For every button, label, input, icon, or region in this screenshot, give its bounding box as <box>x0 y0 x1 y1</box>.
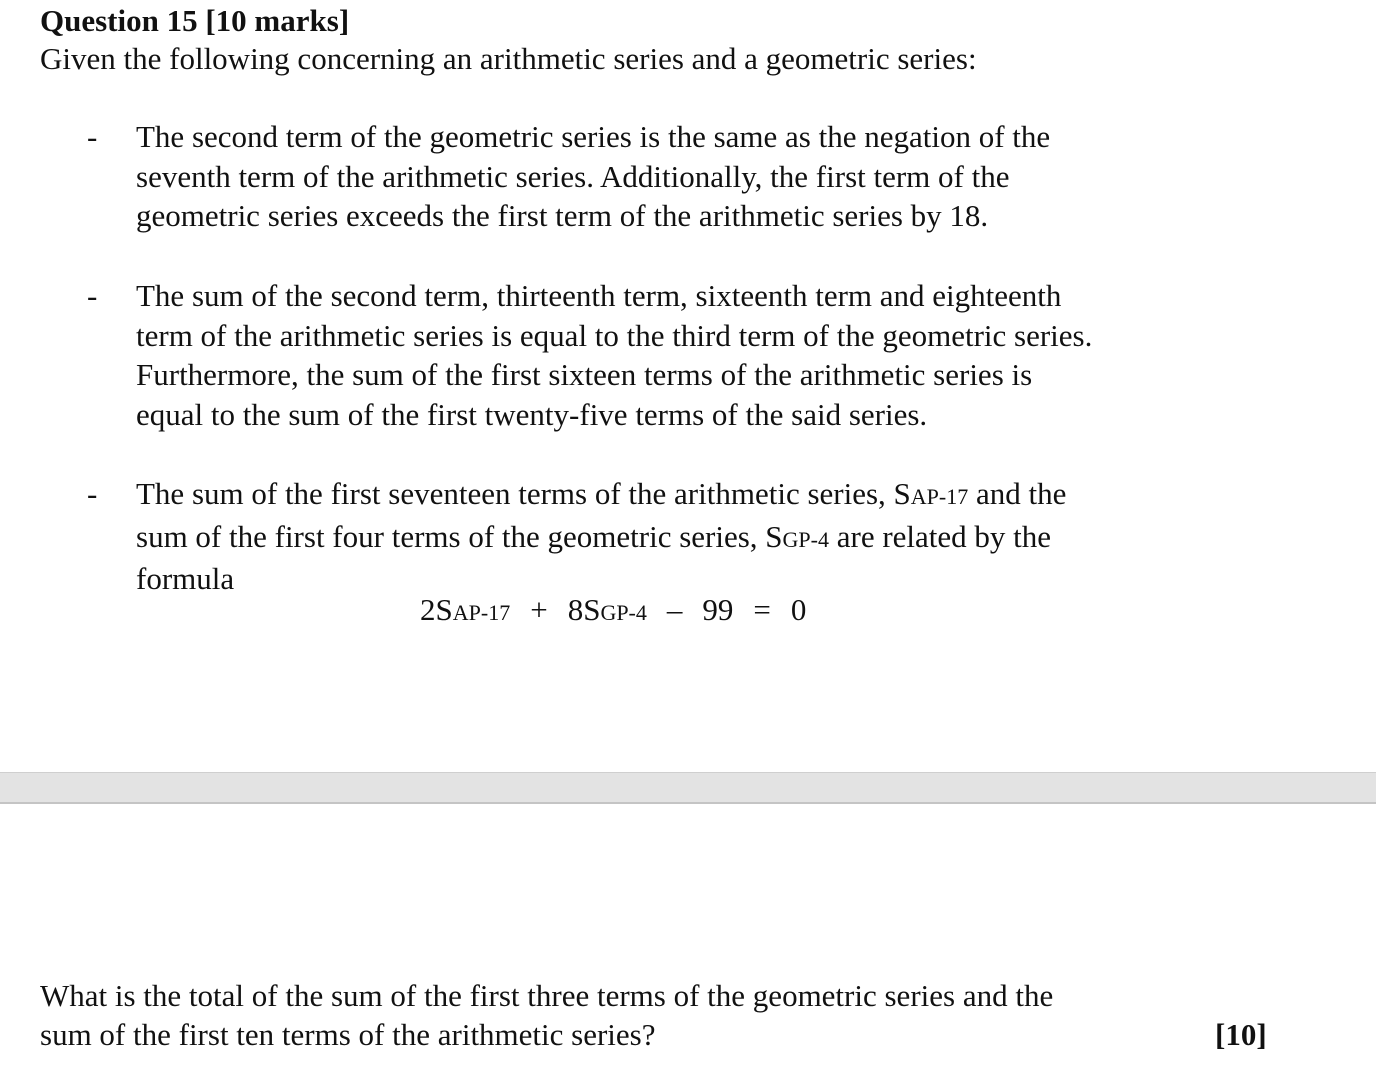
formula-operator: = <box>753 592 771 627</box>
list-item-line: seventh term of the arithmetic series. Additionally, the first term of the <box>136 158 1010 194</box>
bullet-dash: - <box>87 278 98 313</box>
bullet-dash: - <box>87 119 98 154</box>
list-item-line: formula <box>136 561 235 596</box>
marks-label: [10] <box>1215 1017 1267 1052</box>
formula-constant: 99 <box>702 592 734 627</box>
list-item-text <box>136 117 1050 236</box>
bullet-dash: - <box>87 476 98 511</box>
text-segment: The sum of the first seventeen terms of the arithmetic series, S <box>136 476 911 511</box>
list-item-text <box>136 474 1066 599</box>
question-heading: Question 15 [10 marks] <box>40 3 350 38</box>
question-line: What is the total of the sum of the first three terms of the geometric series and the <box>40 978 1054 1013</box>
text-segment: and the <box>968 476 1067 511</box>
list-item-line: The sum of the second term, thirteenth term, sixteenth term and eighteenth <box>136 278 1062 313</box>
list-item-line <box>136 474 1066 517</box>
formula-operator: + <box>530 592 548 627</box>
formula-term: 2S <box>420 592 453 627</box>
formula-term: 8S <box>567 592 601 627</box>
question-line: sum of the first ten terms of the arithmetic series? <box>40 1017 656 1052</box>
final-question <box>40 976 1053 1054</box>
text-segment: are related by the <box>829 518 1052 554</box>
list-item-line: The second term of the geometric series is the same as the negation of the <box>136 119 1051 154</box>
formula-operator: – <box>666 592 683 627</box>
list-item-text <box>136 276 1092 434</box>
subscript: GP-4 <box>782 526 829 552</box>
list-item-line: Furthermore, the sum of the first sixteen terms of the arithmetic series is <box>136 357 1033 392</box>
subscript: GP-4 <box>600 600 647 625</box>
subscript: AP-17 <box>452 600 511 625</box>
page-break-divider <box>0 772 1376 804</box>
formula-rhs: 0 <box>790 592 807 627</box>
text-segment: sum of the first four terms of the geometric series, S <box>136 518 783 554</box>
question-intro: Given the following concerning an arithmetic series and a geometric series: <box>40 41 977 76</box>
list-item-line: geometric series exceeds the first term of the arithmetic series by 18. <box>136 198 989 233</box>
list-item-line <box>136 517 1066 560</box>
list-item-line: term of the arithmetic series is equal to the third term of the geometric series. <box>136 317 1093 353</box>
subscript: AP-17 <box>910 484 969 509</box>
list-item-line: equal to the sum of the first twenty-five terms of the said series. <box>136 396 928 432</box>
formula <box>420 590 806 633</box>
